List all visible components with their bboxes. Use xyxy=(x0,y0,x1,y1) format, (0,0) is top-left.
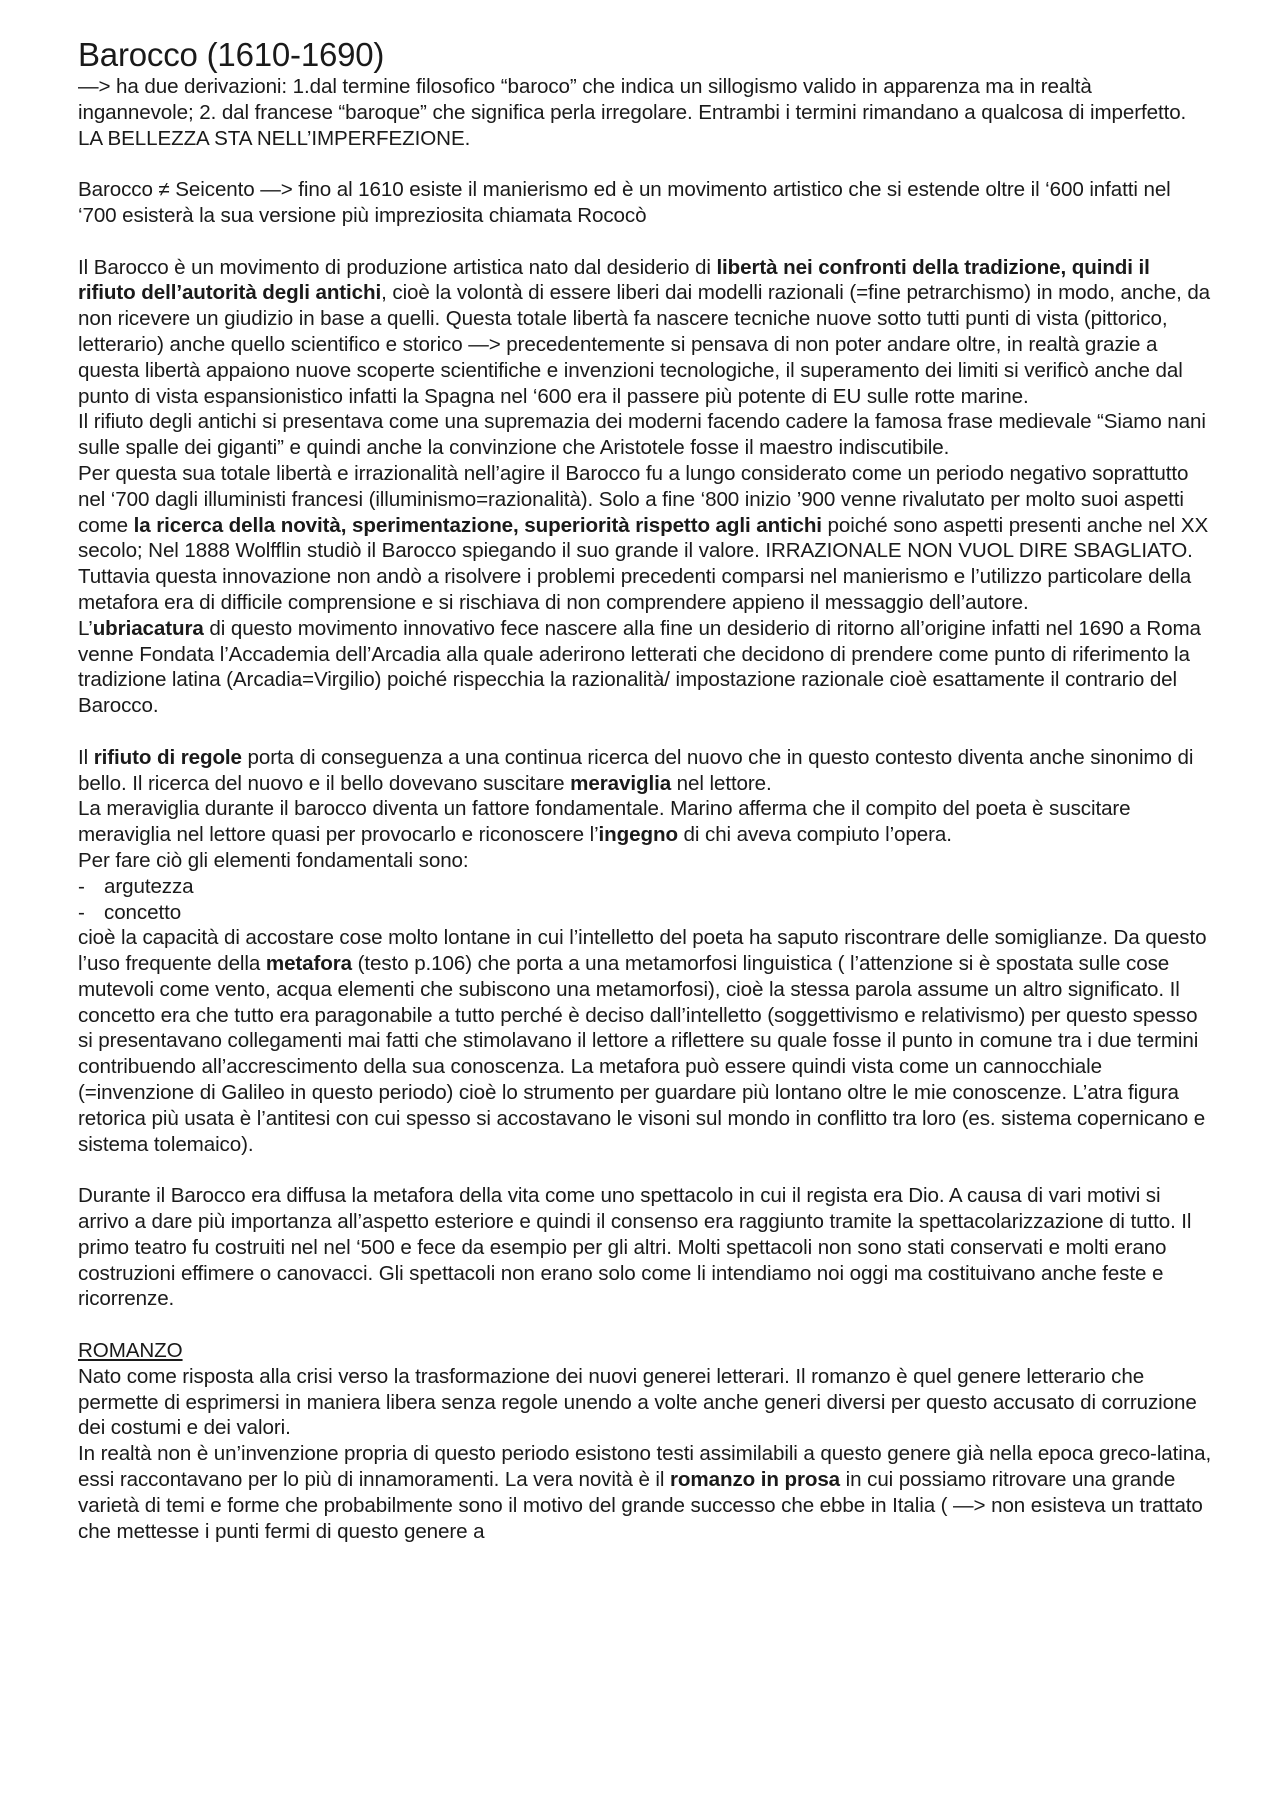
text-run: , cioè la volontà di essere liberi dai modelli razionali (=fine petrarchismo) in modo, anche, da non ricevere un giudizio in base a quelli. Questa totale libertà fa nascere tecniche nuove sotto tutti punti di vista (pittorico, letterario) anche quello scientifico e storico —> precedentemente si pensava di non poter andare oltre, in realtà grazie a questa libertà appaiono nuove scoperte scientifiche e invenzioni tecnologiche, il superamento dei limiti si verificò anche dal punto di vista espansionistico infatti la Spagna nel ‘600 era il passere più potente di EU sulle rotte marine. xyxy=(78,281,1211,408)
bold-text: rifiuto di regole xyxy=(93,745,242,769)
spacer xyxy=(78,151,1212,177)
text-run: di chi aveva compiuto l’opera. xyxy=(677,823,952,847)
bold-text: romanzo in prosa xyxy=(670,1468,841,1492)
text-run: (testo p.106) che porta a una metamorfosi linguistica ( l’attenzione si è spostata sulle cose mutevoli come vento, acqua elementi che subiscono una metamorfosi), cioè la stessa parola assume un altro significato. Il concetto era che tutto era paragonabile a tutto perché è deciso dall’intelletto (soggettivismo e relativismo) per questo spesso si presentavano collegamenti mai fatti che stimolavano il lettore a riflettere su quale fosse il punto in comune tra i due termini contribuendo all’accrescimento della sua conoscenza. La metafora può essere quindi vista come un cannocchiale (=invenzione di Galileo in questo periodo) cioè lo strumento per guardare più lontano oltre le mie conoscenze. L’atra figura retorica più usata è l’antitesi con cui spesso si accostavano le visoni sul mondo in conflitto tra loro (es. sistema copernicano e sistema tolemaico). xyxy=(78,952,1206,1156)
rifiuto-regole-paragraph xyxy=(78,745,1212,797)
spettacolo-paragraph: Durante il Barocco era diffusa la metafora della vita come uno spettacolo in cui il regista era Dio. A causa di vari motivi si arrivo a dare più importanza all’aspetto esteriore e quindi il consenso era raggiunto tramite la spettacolarizzazione di tutto. Il primo teatro fu costruiti nel nel ‘500 e fece da esempio per gli altri. Molti spettacoli non sono stati conservati e molti erano costruzioni effimere o canovacci. Gli spettacoli non erano solo come li intendiamo noi oggi ma costituivano anche feste e ricorrenze. xyxy=(78,1184,1192,1311)
spacer xyxy=(78,719,1212,745)
bold-text: metafora xyxy=(265,952,353,976)
page-title: Barocco (1610-1690) xyxy=(78,36,385,73)
list-item xyxy=(78,874,1212,900)
list-dash: - xyxy=(78,900,85,924)
list-item-text: argutezza xyxy=(104,874,194,898)
bold-text: la ricerca della novità, sperimentazione, superiorità rispetto agli antichi xyxy=(133,513,822,537)
list-item-text: concetto xyxy=(104,900,182,924)
text-run: Per questa sua totale libertà e irrazionalità nell’agire il Barocco fu a lungo considerato come un periodo negativo soprattutto nel ‘700 dagli illuministi francesi (illuminismo=razionalità). Solo a fine ‘800 inizio ’900 venne rivalutato per molto suoi aspetti come xyxy=(78,461,1189,537)
text-run: in cui possiamo ritrovare una grande varietà di temi e forme che probabilmente sono il motivo del grande successo che ebbe in Italia ( —> non esisteva un trattato che mettesse i punti fermi di questo genere a xyxy=(78,1468,1203,1543)
document-page xyxy=(78,36,1212,1544)
text-run: poiché sono aspetti presenti anche nel XX secolo; Nel 1888 Wolfflin studiò il Barocco spiegando il suo grande il valore. IRRAZIONALE NON VUOL DIRE SBAGLIATO. xyxy=(78,513,1209,563)
spacer xyxy=(78,229,1212,255)
irrazionalita-paragraph xyxy=(78,461,1212,564)
spacer xyxy=(78,1157,1212,1183)
bold-text: meraviglia xyxy=(570,771,672,795)
intro-paragraph: —> ha due derivazioni: 1.dal termine filosofico “baroco” che indica un sillogismo valido in apparenza ma in realtà ingannevole; 2. dal francese “baroque” che significa perla irregolare. Entrambi i termini rimandano a qualcosa di imperfetto. LA BELLEZZA STA NELL’IMPERFEZIONE. xyxy=(78,75,1187,150)
text-run: porta di conseguenza a una continua ricerca del nuovo che in questo contesto diventa anche sinonimo di bello. Il ricerca del nuovo e il bello dovevano suscitare xyxy=(78,745,1194,795)
bold-text: libertà nei confronti della tradizione, quindi il rifiuto dell’autorità degli antichi xyxy=(78,255,1150,305)
text-run: L’ xyxy=(78,616,93,640)
elementi-intro: Per fare ciò gli elementi fondamentali sono: xyxy=(78,848,469,872)
bold-text: ubriacatura xyxy=(92,616,204,640)
romanzo-heading: ROMANZO xyxy=(78,1339,183,1363)
text-run: cioè la capacità di accostare cose molto lontane in cui l’intelletto del poeta ha saputo riscontrare delle somiglianze. Da questo l’uso frequente della xyxy=(78,926,1207,976)
list-item xyxy=(78,900,1212,926)
text-run: di questo movimento innovativo fece nascere alla fine un desiderio di ritorno all’origine infatti nel 1690 a Roma venne Fondata l’Accademia dell’Arcadia alla quale aderirono letterati che decidono di prendere come punto di riferimento la tradizione latina (Arcadia=Virgilio) poiché rispecchia la razionalità/ impostazione razionale cioè esattamente il contrario del Barocco. xyxy=(78,616,1201,718)
text-run: La meraviglia durante il barocco diventa un fattore fondamentale. Marino afferma che il compito del poeta è suscitare meraviglia nel lettore quasi per provocarlo e riconoscere l’ xyxy=(78,797,1131,847)
text-run: Il xyxy=(78,745,94,769)
spacer xyxy=(78,1312,1212,1338)
rifiuto-antichi-paragraph: Il rifiuto degli antichi si presentava come una supremazia dei moderni facendo cadere la famosa frase medievale “Siamo nani sulle spalle dei giganti” e quindi anche la convinzione che Aristotele fosse il maestro indiscutibile. xyxy=(78,410,1206,460)
arcadia-paragraph xyxy=(78,616,1212,719)
seicento-paragraph: Barocco ≠ Seicento —> fino al 1610 esiste il manierismo ed è un movimento artistico che si estende oltre il ‘600 infatti nel ‘700 esisterà la sua versione più impreziosita chiamata Rococò xyxy=(78,178,1171,227)
bold-text: ingegno xyxy=(598,823,678,847)
romanzo-paragraph: Nato come risposta alla crisi verso la trasformazione dei nuovi generei letterari. Il romanzo è quel genere letterario che permette di esprimersi in maniera libera senza regole unendo a volte anche generi diversi per questo accusato di corruzione dei costumi e dei valori. xyxy=(78,1364,1197,1440)
meraviglia-paragraph xyxy=(78,796,1212,848)
metafora-paragraph xyxy=(78,925,1212,1157)
innovazione-paragraph: Tuttavia questa innovazione non andò a risolvere i problemi precedenti comparsi nel manierismo e l’utilizzo particolare della metafora era di difficile comprensione e si rischiava di non comprendere appieno il messaggio dell’autore. xyxy=(78,565,1192,614)
romanzo-prosa-paragraph xyxy=(78,1441,1212,1544)
list-dash: - xyxy=(78,874,85,898)
text-run: Il Barocco è un movimento di produzione artistica nato dal desiderio di xyxy=(78,255,717,279)
text-run: nel lettore. xyxy=(671,771,772,795)
barocco-definition-paragraph xyxy=(78,255,1212,410)
text-run: In realtà non è un’invenzione propria di questo periodo esistono testi assimilabili a questo genere già nella epoca greco-latina, essi raccontavano per lo più di innamoramenti. La vera novità è il xyxy=(78,1442,1212,1492)
